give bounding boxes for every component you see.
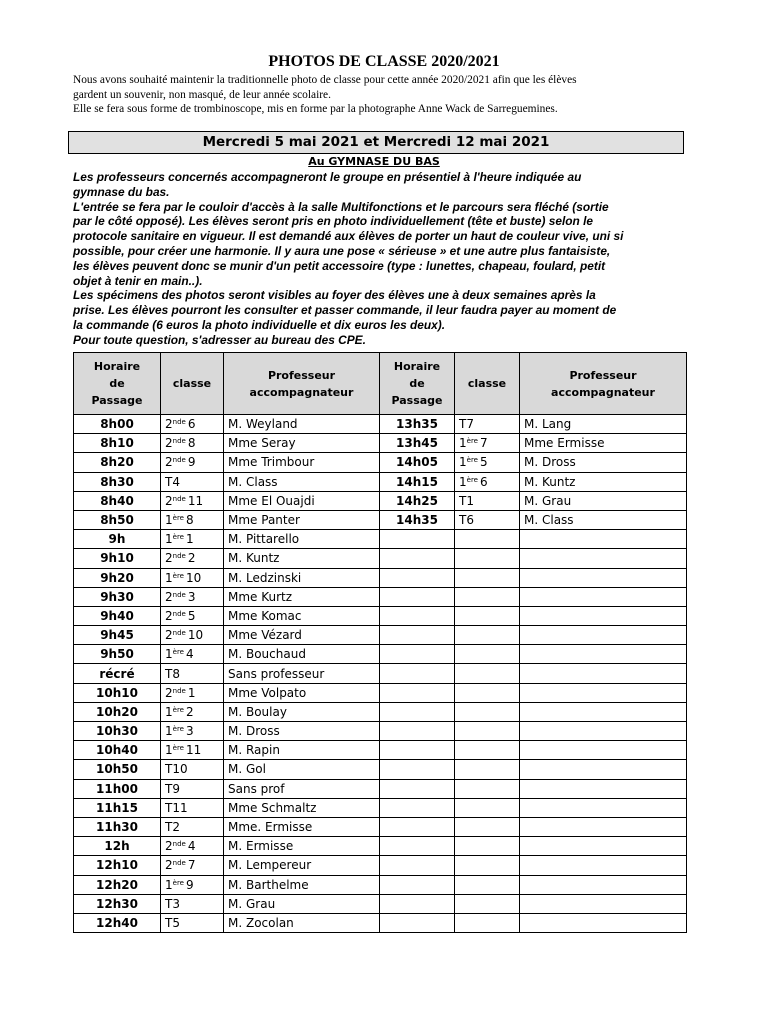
time-cell: 10h50 bbox=[74, 760, 161, 779]
prof-cell bbox=[520, 549, 687, 568]
prof-cell bbox=[520, 856, 687, 875]
prof-cell: Mme Vézard bbox=[224, 626, 380, 645]
class-cell bbox=[455, 645, 520, 664]
prof-cell: M. Rapin bbox=[224, 741, 380, 760]
time-cell bbox=[380, 741, 455, 760]
time-cell bbox=[380, 626, 455, 645]
table-row bbox=[74, 817, 687, 836]
time-cell: 12h bbox=[74, 837, 161, 856]
class-number: 11 bbox=[187, 493, 204, 508]
class-suffix: ère bbox=[172, 744, 184, 753]
table-row bbox=[74, 683, 687, 702]
class-cell bbox=[161, 856, 224, 875]
table-row bbox=[74, 491, 687, 510]
time-cell bbox=[380, 894, 455, 913]
table-row bbox=[74, 453, 687, 472]
time-cell bbox=[380, 702, 455, 721]
class-level: 2 bbox=[165, 551, 173, 566]
prof-cell: M. Class bbox=[520, 510, 687, 529]
class-level: T4 bbox=[165, 474, 180, 489]
instruction-line: les élèves peuvent donc se munir d'un petit accessoire (type : lunettes, chapeau, foulard, petit bbox=[73, 258, 606, 273]
time-cell bbox=[380, 798, 455, 817]
prof-cell: Mme Panter bbox=[224, 510, 380, 529]
prof-cell: Mme Schmaltz bbox=[224, 798, 380, 817]
header-class: classe bbox=[455, 353, 520, 415]
class-level: T1 bbox=[459, 493, 474, 508]
class-suffix: ère bbox=[172, 533, 184, 542]
prof-cell: M. Dross bbox=[520, 453, 687, 472]
time-cell bbox=[380, 913, 455, 932]
class-suffix: nde bbox=[172, 494, 186, 503]
class-suffix: ère bbox=[172, 705, 184, 714]
time-cell: 10h30 bbox=[74, 722, 161, 741]
time-cell bbox=[380, 549, 455, 568]
class-number: 3 bbox=[187, 589, 196, 604]
time-cell: 11h15 bbox=[74, 798, 161, 817]
time-cell: 12h40 bbox=[74, 913, 161, 932]
class-level: 2 bbox=[165, 589, 173, 604]
prof-cell bbox=[520, 606, 687, 625]
instruction-line: Les spécimens des photos seront visibles au foyer des élèves une à deux semaines après la bbox=[73, 288, 596, 303]
prof-cell: M. Pittarello bbox=[224, 530, 380, 549]
class-cell bbox=[455, 606, 520, 625]
class-suffix: nde bbox=[172, 418, 186, 427]
time-cell: 8h40 bbox=[74, 491, 161, 510]
class-cell bbox=[161, 664, 224, 683]
time-cell: 8h30 bbox=[74, 472, 161, 491]
class-cell bbox=[455, 779, 520, 798]
table-row bbox=[74, 856, 687, 875]
class-cell bbox=[455, 683, 520, 702]
prof-cell: Mme Komac bbox=[224, 606, 380, 625]
prof-cell: M. Grau bbox=[224, 894, 380, 913]
time-cell: 9h30 bbox=[74, 587, 161, 606]
time-cell: 10h10 bbox=[74, 683, 161, 702]
table-row bbox=[74, 798, 687, 817]
prof-cell: M. Ledzinski bbox=[224, 568, 380, 587]
class-level: 2 bbox=[165, 436, 173, 451]
time-cell bbox=[380, 837, 455, 856]
prof-cell: M. Ermisse bbox=[224, 837, 380, 856]
table-row bbox=[74, 568, 687, 587]
class-cell bbox=[455, 856, 520, 875]
time-cell: 14h05 bbox=[380, 453, 455, 472]
prof-cell bbox=[520, 741, 687, 760]
table-row bbox=[74, 587, 687, 606]
time-cell: 9h45 bbox=[74, 626, 161, 645]
prof-cell bbox=[520, 894, 687, 913]
table-row bbox=[74, 472, 687, 491]
time-cell: 9h50 bbox=[74, 645, 161, 664]
table-row bbox=[74, 722, 687, 741]
prof-cell bbox=[520, 645, 687, 664]
table-header-row bbox=[74, 353, 687, 415]
class-cell bbox=[455, 626, 520, 645]
prof-cell bbox=[520, 530, 687, 549]
class-cell bbox=[161, 645, 224, 664]
class-cell bbox=[161, 702, 224, 721]
class-cell bbox=[161, 683, 224, 702]
date-banner: Mercredi 5 mai 2021 et Mercredi 12 mai 2021 bbox=[68, 131, 684, 154]
class-cell bbox=[455, 510, 520, 529]
class-cell bbox=[161, 741, 224, 760]
class-suffix: nde bbox=[172, 840, 186, 849]
time-cell bbox=[380, 587, 455, 606]
class-level: T2 bbox=[165, 820, 180, 835]
class-level: 1 bbox=[165, 513, 173, 528]
prof-cell bbox=[520, 664, 687, 683]
class-cell bbox=[161, 530, 224, 549]
prof-cell: M. Zocolan bbox=[224, 913, 380, 932]
class-cell bbox=[455, 913, 520, 932]
class-cell bbox=[161, 510, 224, 529]
class-level: T11 bbox=[165, 800, 188, 815]
class-suffix: ère bbox=[466, 456, 478, 465]
class-suffix: ère bbox=[172, 648, 184, 657]
page-title: PHOTOS DE CLASSE 2020/2021 bbox=[268, 53, 500, 70]
time-cell: 13h35 bbox=[380, 415, 455, 434]
instruction-line: prise. Les élèves pourront les consulter et passer commande, il leur faudra payer au moment de bbox=[73, 303, 617, 318]
prof-cell: M. Dross bbox=[224, 722, 380, 741]
table-row bbox=[74, 549, 687, 568]
class-cell bbox=[161, 587, 224, 606]
time-cell: 9h40 bbox=[74, 606, 161, 625]
class-cell bbox=[161, 626, 224, 645]
table-row bbox=[74, 645, 687, 664]
prof-cell bbox=[520, 913, 687, 932]
class-cell bbox=[161, 837, 224, 856]
time-cell: 14h15 bbox=[380, 472, 455, 491]
intro-line: gardent un souvenir, non masqué, de leur année scolaire. bbox=[73, 88, 331, 101]
prof-cell: Mme Trimbour bbox=[224, 453, 380, 472]
time-cell bbox=[380, 683, 455, 702]
class-number: 2 bbox=[187, 551, 196, 566]
class-cell bbox=[455, 817, 520, 836]
time-cell: 10h40 bbox=[74, 741, 161, 760]
time-cell: 10h20 bbox=[74, 702, 161, 721]
class-number: 3 bbox=[185, 724, 194, 739]
class-level: 2 bbox=[165, 628, 173, 643]
table-row bbox=[74, 913, 687, 932]
table-row bbox=[74, 510, 687, 529]
time-cell: 8h10 bbox=[74, 434, 161, 453]
class-number: 6 bbox=[187, 417, 196, 432]
class-cell bbox=[161, 434, 224, 453]
table-row bbox=[74, 434, 687, 453]
time-cell: 12h30 bbox=[74, 894, 161, 913]
table-row bbox=[74, 606, 687, 625]
class-level: 1 bbox=[459, 474, 467, 489]
class-cell bbox=[455, 760, 520, 779]
class-cell bbox=[455, 491, 520, 510]
prof-cell bbox=[520, 568, 687, 587]
time-cell: 12h20 bbox=[74, 875, 161, 894]
class-cell bbox=[455, 453, 520, 472]
location-heading: Au GYMNASE DU BAS bbox=[308, 155, 440, 168]
class-cell bbox=[455, 741, 520, 760]
time-cell bbox=[380, 645, 455, 664]
class-cell bbox=[455, 875, 520, 894]
class-number: 6 bbox=[479, 474, 488, 489]
time-cell: 9h20 bbox=[74, 568, 161, 587]
time-cell: 8h20 bbox=[74, 453, 161, 472]
class-level: T5 bbox=[165, 915, 180, 930]
prof-cell: Mme Kurtz bbox=[224, 587, 380, 606]
table-row bbox=[74, 875, 687, 894]
class-cell bbox=[161, 913, 224, 932]
prof-cell: Mme Seray bbox=[224, 434, 380, 453]
intro-line: Nous avons souhaité maintenir la traditionnelle photo de classe pour cette année 2020/2021 afin que les élèves bbox=[73, 74, 577, 86]
class-number: 7 bbox=[479, 436, 488, 451]
prof-cell: M. Lang bbox=[520, 415, 687, 434]
class-level: T3 bbox=[165, 896, 180, 911]
class-number: 10 bbox=[185, 570, 202, 585]
class-level: T10 bbox=[165, 762, 188, 777]
class-cell bbox=[161, 894, 224, 913]
class-suffix: nde bbox=[172, 859, 186, 868]
class-number: 8 bbox=[185, 513, 194, 528]
time-cell bbox=[380, 606, 455, 625]
time-cell: 8h50 bbox=[74, 510, 161, 529]
prof-cell: M. Grau bbox=[520, 491, 687, 510]
prof-cell bbox=[520, 702, 687, 721]
prof-cell: M. Kuntz bbox=[224, 549, 380, 568]
schedule-table bbox=[73, 352, 687, 933]
class-suffix: nde bbox=[172, 590, 186, 599]
intro-line: Elle se fera sous forme de trombinoscope, mis en forme par la photographe Anne Wack de Sarreguemines. bbox=[73, 103, 558, 115]
class-cell bbox=[455, 722, 520, 741]
class-number: 5 bbox=[479, 455, 488, 470]
prof-cell: Mme Ermisse bbox=[520, 434, 687, 453]
class-level: 1 bbox=[165, 743, 173, 758]
class-cell bbox=[455, 894, 520, 913]
class-cell bbox=[161, 760, 224, 779]
class-level: 2 bbox=[165, 685, 173, 700]
header-time: Horaire de Passage bbox=[74, 353, 161, 415]
class-level: 2 bbox=[165, 493, 173, 508]
time-cell bbox=[380, 530, 455, 549]
prof-cell bbox=[520, 837, 687, 856]
class-cell bbox=[455, 415, 520, 434]
class-cell bbox=[161, 606, 224, 625]
class-cell bbox=[455, 798, 520, 817]
class-number: 10 bbox=[187, 628, 204, 643]
prof-cell: M. Weyland bbox=[224, 415, 380, 434]
class-number: 4 bbox=[185, 647, 194, 662]
header-prof: Professeur accompagnateur bbox=[520, 353, 687, 415]
header-class: classe bbox=[161, 353, 224, 415]
table-row bbox=[74, 702, 687, 721]
prof-cell bbox=[520, 587, 687, 606]
class-cell bbox=[161, 491, 224, 510]
time-cell: 14h25 bbox=[380, 491, 455, 510]
class-suffix: ère bbox=[172, 514, 184, 523]
time-cell bbox=[380, 817, 455, 836]
class-level: 1 bbox=[165, 647, 173, 662]
class-suffix: nde bbox=[172, 437, 186, 446]
class-level: 1 bbox=[459, 455, 467, 470]
time-cell: 14h35 bbox=[380, 510, 455, 529]
instruction-line: par le côté opposé). Les élèves seront pris en photo individuellement (tête et buste) selon le bbox=[73, 214, 594, 229]
time-cell: 12h10 bbox=[74, 856, 161, 875]
class-cell bbox=[161, 453, 224, 472]
class-number: 7 bbox=[187, 858, 196, 873]
class-level: 2 bbox=[165, 417, 173, 432]
intro-text bbox=[73, 73, 713, 117]
class-cell bbox=[161, 798, 224, 817]
class-number: 8 bbox=[187, 436, 196, 451]
prof-cell bbox=[520, 683, 687, 702]
class-level: T7 bbox=[459, 417, 474, 432]
table-row bbox=[74, 415, 687, 434]
table-row bbox=[74, 626, 687, 645]
prof-cell: Sans prof bbox=[224, 779, 380, 798]
instruction-line: protocole sanitaire en vigueur. Il est demandé aux élèves de porter un haut de couleur vive, uni si bbox=[73, 229, 624, 244]
prof-cell bbox=[520, 817, 687, 836]
class-cell bbox=[161, 472, 224, 491]
instruction-line: la commande (6 euros la photo individuelle et dix euros les deux). bbox=[73, 317, 446, 332]
prof-cell bbox=[520, 722, 687, 741]
time-cell: 9h10 bbox=[74, 549, 161, 568]
table-row bbox=[74, 894, 687, 913]
time-cell bbox=[380, 722, 455, 741]
class-cell bbox=[161, 568, 224, 587]
class-level: 2 bbox=[165, 455, 173, 470]
prof-cell: Mme El Ouajdi bbox=[224, 491, 380, 510]
schedule-body bbox=[74, 415, 687, 933]
instruction-line: gymnase du bas. bbox=[73, 184, 170, 199]
table-row bbox=[74, 530, 687, 549]
class-level: 2 bbox=[165, 839, 173, 854]
class-cell bbox=[161, 415, 224, 434]
class-suffix: ère bbox=[172, 571, 184, 580]
prof-cell: M. Lempereur bbox=[224, 856, 380, 875]
class-number: 9 bbox=[185, 877, 194, 892]
time-cell bbox=[380, 760, 455, 779]
class-cell bbox=[455, 664, 520, 683]
class-cell bbox=[455, 472, 520, 491]
time-cell: récré bbox=[74, 664, 161, 683]
class-cell bbox=[161, 875, 224, 894]
class-number: 1 bbox=[185, 532, 194, 547]
class-level: 1 bbox=[165, 570, 173, 585]
class-cell bbox=[161, 779, 224, 798]
class-level: 2 bbox=[165, 608, 173, 623]
prof-cell: M. Kuntz bbox=[520, 472, 687, 491]
class-level: T9 bbox=[165, 781, 180, 796]
instruction-line: Pour toute question, s'adresser au bureau des CPE. bbox=[73, 332, 366, 347]
prof-cell bbox=[520, 779, 687, 798]
time-cell: 8h00 bbox=[74, 415, 161, 434]
prof-cell bbox=[520, 798, 687, 817]
class-level: 1 bbox=[165, 704, 173, 719]
prof-cell: M. Gol bbox=[224, 760, 380, 779]
class-level: 1 bbox=[459, 436, 467, 451]
instruction-line: L'entrée se fera par le couloir d'accès à la salle Multifonctions et le parcours sera fléché (sortie bbox=[73, 199, 609, 214]
class-suffix: ère bbox=[466, 475, 478, 484]
prof-cell: M. Bouchaud bbox=[224, 645, 380, 664]
prof-cell: M. Barthelme bbox=[224, 875, 380, 894]
time-cell: 11h30 bbox=[74, 817, 161, 836]
class-cell bbox=[455, 837, 520, 856]
class-suffix: nde bbox=[172, 609, 186, 618]
table-row bbox=[74, 760, 687, 779]
instruction-line: Les professeurs concernés accompagneront le groupe en présentiel à l'heure indiquée au bbox=[73, 170, 582, 184]
class-suffix: nde bbox=[172, 552, 186, 561]
prof-cell bbox=[520, 626, 687, 645]
table-row bbox=[74, 664, 687, 683]
time-cell bbox=[380, 568, 455, 587]
prof-cell bbox=[520, 760, 687, 779]
time-cell bbox=[380, 875, 455, 894]
class-suffix: nde bbox=[172, 686, 186, 695]
class-suffix: ère bbox=[172, 878, 184, 887]
class-level: T8 bbox=[165, 666, 180, 681]
class-level: 1 bbox=[165, 877, 173, 892]
class-number: 5 bbox=[187, 608, 196, 623]
class-cell bbox=[161, 722, 224, 741]
class-cell bbox=[455, 587, 520, 606]
class-cell bbox=[455, 568, 520, 587]
header-prof: Professeur accompagnateur bbox=[224, 353, 380, 415]
time-cell bbox=[380, 856, 455, 875]
prof-cell: M. Boulay bbox=[224, 702, 380, 721]
class-cell bbox=[455, 549, 520, 568]
class-number: 1 bbox=[187, 685, 196, 700]
time-cell bbox=[380, 664, 455, 683]
class-number: 11 bbox=[185, 743, 202, 758]
class-suffix: ère bbox=[172, 725, 184, 734]
time-cell bbox=[380, 779, 455, 798]
instruction-line: objet à tenir en main..). bbox=[73, 273, 203, 288]
prof-cell: Mme Volpato bbox=[224, 683, 380, 702]
class-suffix: nde bbox=[172, 456, 186, 465]
class-level: 2 bbox=[165, 858, 173, 873]
class-level: T6 bbox=[459, 513, 474, 528]
class-suffix: ère bbox=[466, 437, 478, 446]
class-level: 1 bbox=[165, 724, 173, 739]
instructions-text bbox=[73, 170, 673, 348]
instruction-line: possible, pour créer une harmonie. Il y aura une pose « sérieuse » et une autre plus fantaisiste, bbox=[73, 243, 611, 258]
class-number: 9 bbox=[187, 455, 196, 470]
table-row bbox=[74, 779, 687, 798]
prof-cell: Sans professeur bbox=[224, 664, 380, 683]
header-time: Horaire de Passage bbox=[380, 353, 455, 415]
class-cell bbox=[455, 434, 520, 453]
table-row bbox=[74, 741, 687, 760]
time-cell: 9h bbox=[74, 530, 161, 549]
prof-cell: Mme. Ermisse bbox=[224, 817, 380, 836]
prof-cell bbox=[520, 875, 687, 894]
class-cell bbox=[161, 817, 224, 836]
class-cell bbox=[161, 549, 224, 568]
time-cell: 11h00 bbox=[74, 779, 161, 798]
class-cell bbox=[455, 702, 520, 721]
class-cell bbox=[455, 530, 520, 549]
class-number: 2 bbox=[185, 704, 194, 719]
class-number: 4 bbox=[187, 839, 196, 854]
class-level: 1 bbox=[165, 532, 173, 547]
time-cell: 13h45 bbox=[380, 434, 455, 453]
prof-cell: M. Class bbox=[224, 472, 380, 491]
table-row bbox=[74, 837, 687, 856]
class-suffix: nde bbox=[172, 629, 186, 638]
